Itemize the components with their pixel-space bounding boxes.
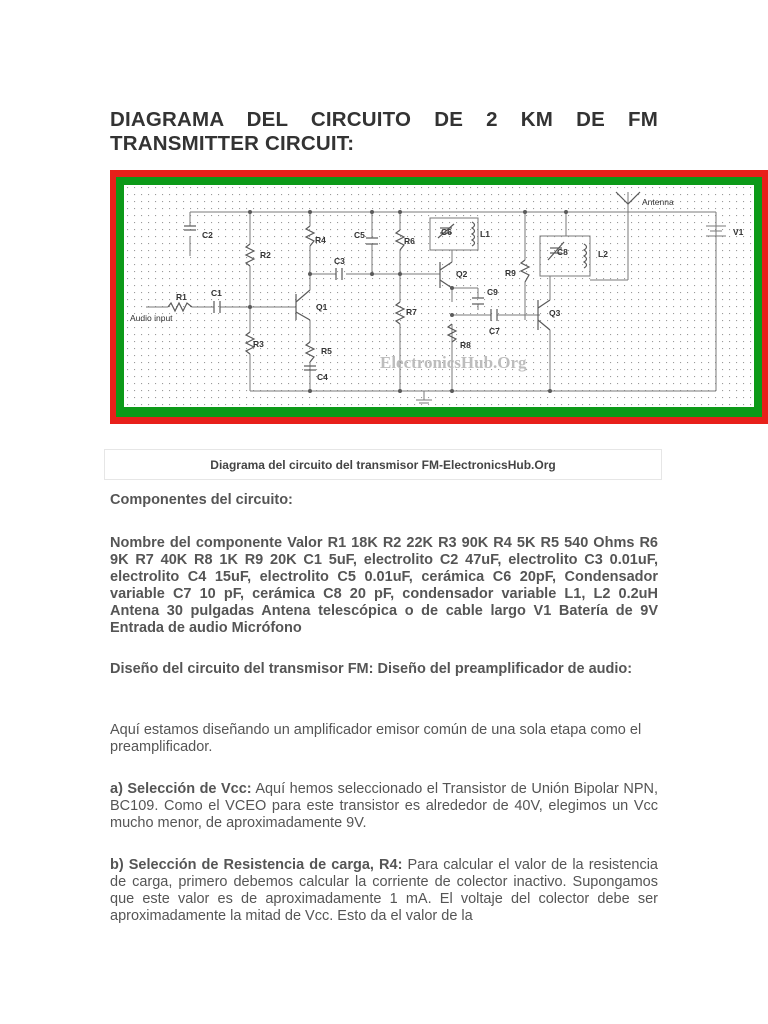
label-r6: R6	[404, 236, 415, 246]
vcc-selection-label: a) Selección de Vcc:	[110, 781, 252, 797]
label-c8: C8	[557, 247, 568, 257]
label-c3: C3	[334, 256, 345, 266]
figure-caption: Diagrama del circuito del transmisor FM-ElectronicsHub.Org	[210, 458, 556, 472]
label-c7: C7	[489, 326, 500, 336]
design-intro: Aquí estamos diseñando un amplificador emisor común de una sola etapa como el preamplificador.	[110, 722, 642, 755]
load-resistance-paragraph	[110, 857, 658, 925]
components-list: Nombre del componente Valor R1 18K R2 22K R3 90K R4 5K R5 540 Ohms R6 9K R7 40K R8 1K R9 20K C1 5uF, electrolito C2 47uF, electrolito C3 0.01uF, electrolito C4 15uF, electrolito C5 0.01uF, cerámica C6 20pF, Condensador variable C7 10 pF, cerámica C8 20 pF, condensador variable L1, L2 0.2uH Antena 30 pulgadas Antena telescópica o de cable largo V1 Batería de 9V Entrada de audio Micrófono	[110, 535, 658, 636]
label-audio-input: Audio input	[130, 313, 173, 323]
load-resistance-text: Para calcular el valor de la resistencia de carga, primero debemos calcular la corriente de colector inactivo. Supongamos que este valor es de aproximadamente 1 mA. El voltaje del colector debe ser aproximadamente la mitad de Vcc. Esto da el valor de la	[110, 857, 658, 924]
vcc-selection-text: Aquí hemos seleccionado el Transistor de Unión Bipolar NPN, BC109. Como el VCEO para este transistor es alrededor de 40V, elegimos un Vcc mucho menor, de aproximadamente 9V.	[110, 781, 658, 831]
label-q3: Q3	[549, 308, 561, 318]
label-r4: R4	[315, 235, 326, 245]
components-heading: Componentes del circuito:	[110, 492, 293, 508]
label-r8: R8	[460, 340, 471, 350]
label-c5: C5	[354, 230, 365, 240]
label-r3: R3	[253, 339, 264, 349]
figure-caption-box	[104, 449, 662, 480]
load-resistance-label: b) Selección de Resistencia de carga, R4:	[110, 857, 403, 873]
label-l2: L2	[598, 249, 608, 259]
circuit-diagram	[110, 170, 768, 424]
label-v1: V1	[733, 227, 744, 237]
label-antenna: Antenna	[642, 197, 674, 207]
label-q1: Q1	[316, 302, 328, 312]
label-q2: Q2	[456, 269, 468, 279]
label-c1: C1	[211, 288, 222, 298]
label-r7: R7	[406, 307, 417, 317]
label-r2: R2	[260, 250, 271, 260]
label-c6: C6	[441, 227, 452, 237]
design-heading: Diseño del circuito del transmisor FM: Diseño del preamplificador de audio:	[110, 661, 633, 677]
vcc-selection-paragraph	[110, 781, 658, 832]
label-c4: C4	[317, 372, 328, 382]
watermark: ElectronicsHub.Org	[380, 353, 527, 372]
circuit-diagram-figure	[110, 170, 768, 424]
label-r9: R9	[505, 268, 516, 278]
label-r1: R1	[176, 292, 187, 302]
page-title: DIAGRAMA DEL CIRCUITO DE 2 KM DE FM TRANSMITTER CIRCUIT:	[110, 108, 658, 155]
label-c2: C2	[202, 230, 213, 240]
label-r5: R5	[321, 346, 332, 356]
label-l1: L1	[480, 229, 490, 239]
label-c9: C9	[487, 287, 498, 297]
